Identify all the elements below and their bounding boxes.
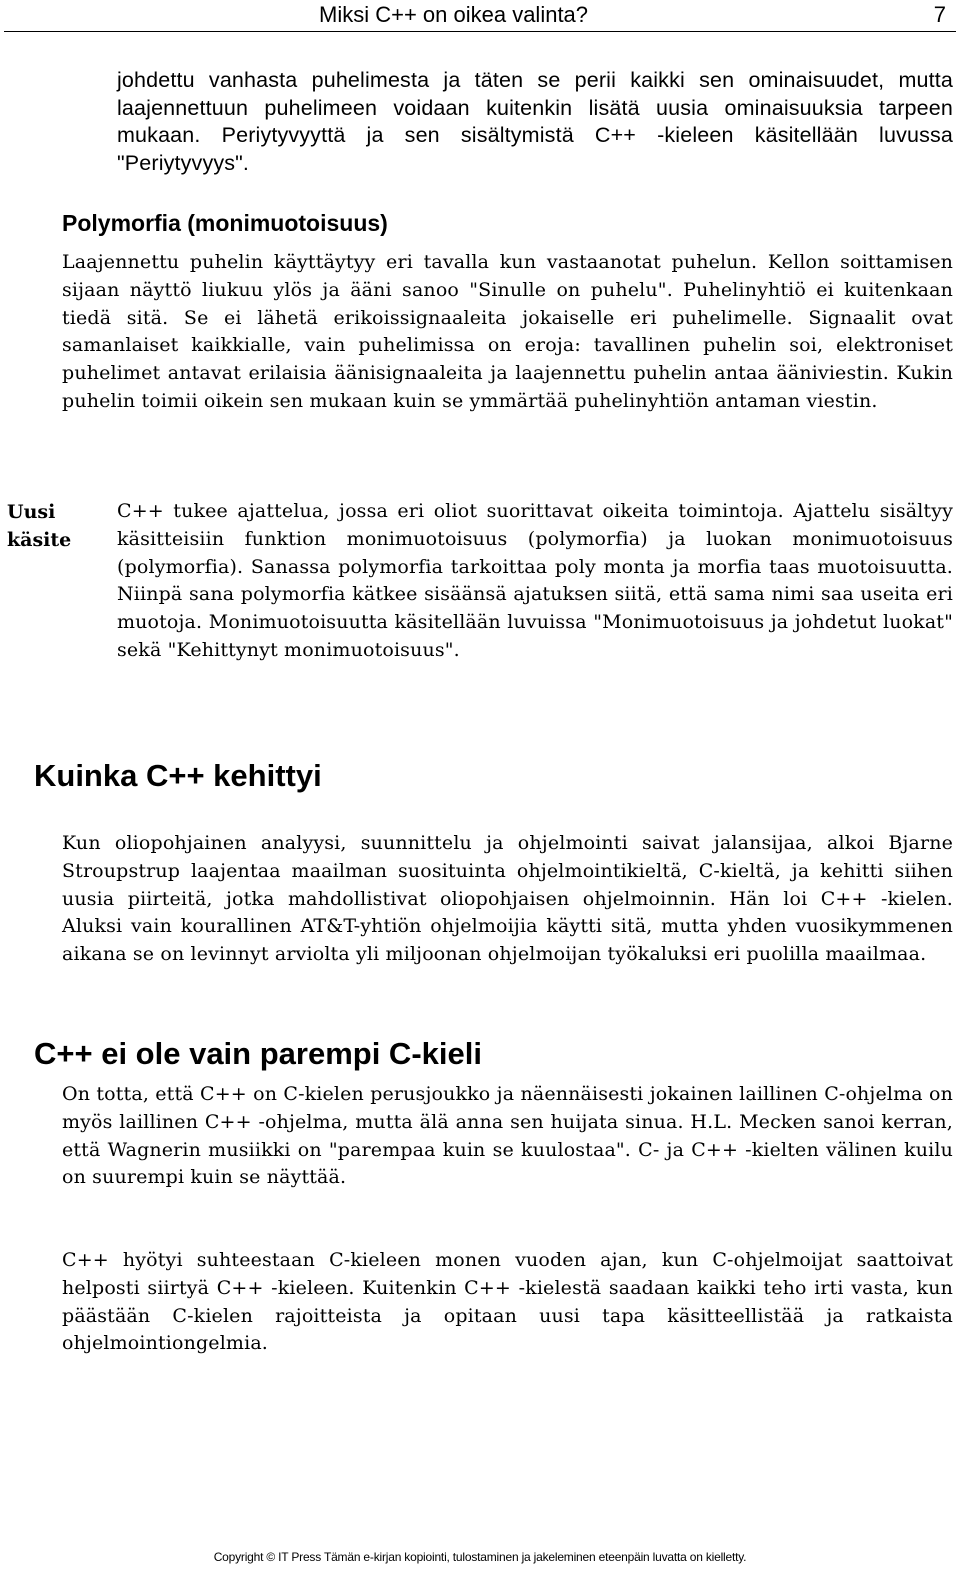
intro-paragraph: johdettu vanhasta puhelimesta ja täten se perii kaikki sen ominaisuudet, mutta laajennettuun puhelimeen voidaan kuitenkin lisätä uusia ominaisuuksia tarpeen mukaan. Periytyvyyttä ja sen sisältymistä C++ -kieleen käsitellään luvussa "Periytyvyys". bbox=[117, 68, 953, 175]
polymorphism-paragraph: Laajennettu puhelin käyttäytyy eri tavalla kun vastaanotat puhelun. Kellon soittamisen sijaan näyttö liukuu ylös ja ääni sanoo "Sinulle on puhelu". Puhelinyhtiö ei kuitenkaan tiedä sitä. Se ei lähetä erikoissignaaleita jokaiselle eri puhelimelle. Signaalit ovat samanlaiset kaikkialle, vain puhelimissa on eroja: tavallinen puhelin soi, elektroniset puhelimet antavat erilaisia äänisignaaleita ja laajennettu puhelin antaa ääniviestin. Kukin puhelin toimii oikein sen mukaan kuin se ymmärtää puhelinyhtiön antaman viestin. bbox=[62, 251, 953, 412]
new-concept-paragraph: C++ tukee ajattelua, jossa eri oliot suorittavat oikeita toimintoja. Ajattelu sisältyy käsitteisiin funktion monimuotoisuus (polymorfia) ja luokan monimuotoisuus (polymorfia). Sanassa polymorfia tarkoittaa poly monta ja morfia taas muotoisuutta. Niinpä sana polymorfia kätkee sisäänsä ajatuksen siitä, että sama nimi saa useita eri muotoja. Monimuotoisuutta käsitellään luvuissa "Monimuotoisuus ja johdetut luokat" sekä "Kehittynyt monimuotoisuus". bbox=[117, 500, 953, 661]
new-concept-label-line1: Uusi bbox=[7, 501, 56, 523]
new-concept-label bbox=[7, 498, 71, 554]
copyright-footer: Copyright © IT Press Tämän e-kirjan kopiointi, tulostaminen ja jakeleminen eteenpäin luvatta on kielletty. bbox=[213, 1550, 747, 1564]
better-c-paragraph-1: On totta, että C++ on C-kielen perusjoukko ja näennäisesti jokainen laillinen C-ohjelma on myös laillinen C++ -ohjelma, mutta älä anna sen huijata sinua. H.L. Mecken sanoi kerran, että Wagnerin musiikki on "parempaa kuin se kuulostaa". C- ja C++ -kielten välinen kuilu on suurempi kuin se näyttää. bbox=[62, 1083, 953, 1189]
history-heading: Kuinka C++ kehittyi bbox=[34, 758, 322, 793]
better-c-heading: C++ ei ole vain parempi C-kieli bbox=[34, 1036, 482, 1071]
polymorphism-heading: Polymorfia (monimuotoisuus) bbox=[62, 210, 388, 236]
history-paragraph: Kun oliopohjainen analyysi, suunnittelu ja ohjelmointi saivat jalansijaa, alkoi Bjarne Stroupstrup laajentaa maailman suosituinta ohjelmointikieltä, C-kieltä, ja kehitti siihen uusia piirteitä, jotka mahdollistivat oliopohjaisen ohjelmoinnin. Hän loi C++ -kielen. Aluksi vain kourallinen AT&T-yhtiön ohjelmoijia käytti sitä, mutta yhden vuosikymmenen aikana se on levinnyt arviolta yli miljoonan ohjelmoijan työkaluksi eri puolilla maailmaa. bbox=[62, 832, 953, 966]
new-concept-label-line2: käsite bbox=[7, 529, 72, 551]
header-title: Miksi C++ on oikea valinta? bbox=[319, 2, 589, 27]
page-number: 7 bbox=[933, 2, 946, 27]
better-c-paragraph-2: C++ hyötyi suhteestaan C-kieleen monen vuoden ajan, kun C-ohjelmoijat saattoivat helposti siirtyä C++ -kieleen. Kuitenkin C++ -kielestä saadaan kaikki teho irti vasta, kun päästään C-kielen rajoitteista ja opitaan uusi tapa käsitteellistää ja ratkaista ohjelmointiongelmia. bbox=[62, 1249, 953, 1355]
page-header bbox=[4, 0, 956, 32]
